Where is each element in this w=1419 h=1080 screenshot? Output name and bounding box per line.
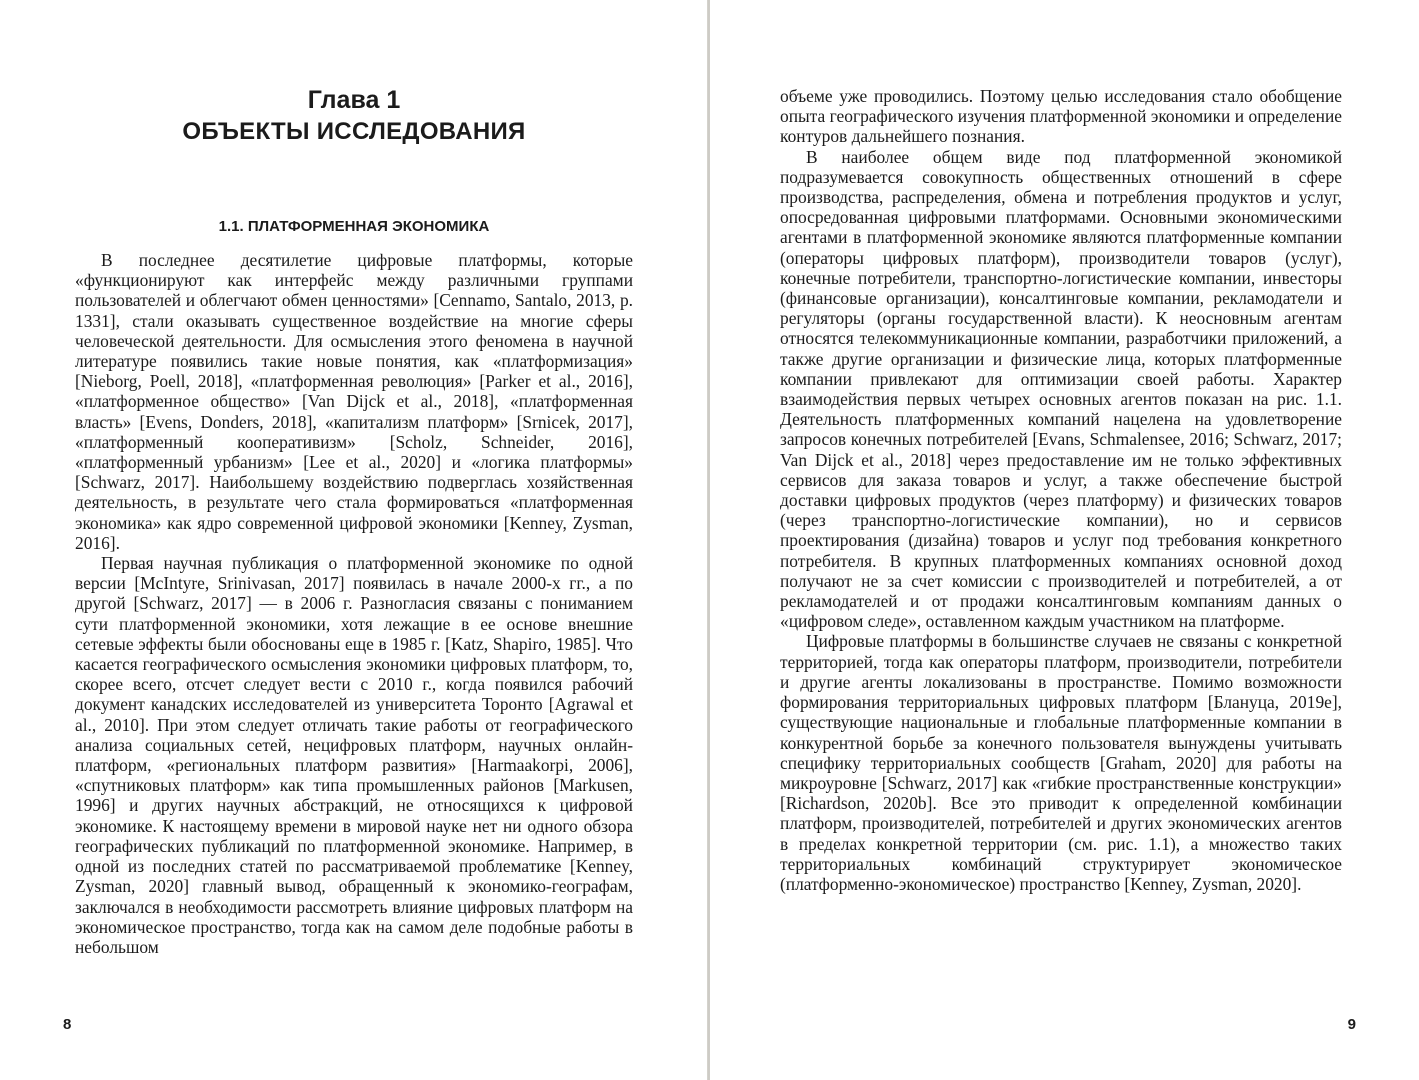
paragraph: Первая научная публикация о платформенной экономике по одной версии [McIntyre, Srinivasan, 2017] появилась в начале 2000-х гг., а по другой [Schwarz, 2017] — в 2006 г. Разногласия связаны с пониманием сути платформенной экономики, хотя лежащие в ее основе внешние сетевые эффекты были обоснованы еще в 1985 г. [Katz, Shapiro, 1985]. Что касается географического осмысления экономики цифровых платформ, то, скорее всего, отсчет следует вести с 2010 г., когда появился рабочий документ канадских исследователей из университета Торонто [Agrawal et al., 2010]. При этом следует отличать такие работы от географического анализа социальных сетей, нецифровых платформ, научных онлайн-платформ, «региональных платформ развития» [Harmaakorpi, 2006], «спутниковых платформ» как типа промышленных районов [Markusen, 1996] и других научных абстракций, не относящихся к цифровой экономике. К настоящему времени в мировой науке нет ни одного обзора географических публикаций по платформенной экономике. Например, в одной из последних статей по рассматриваемой проблематике [Kenney, Zysman, 2020] главный вывод, обращенный к экономико-географам, заключался в необходимости рассмотреть влияние цифровых платформ на экономическое пространство, тогда как на самом деле подобные работы в небольшом <box>75 553 633 957</box>
right-page-body <box>780 86 1342 894</box>
section-title: 1.1. ПЛАТФОРМЕННАЯ ЭКОНОМИКА <box>218 218 490 235</box>
left-page <box>0 0 708 1080</box>
chapter-heading <box>70 84 638 148</box>
paragraph: В наиболее общем виде под платформенной экономикой подразумевается совокупность общественных отношений в сфере производства, распределения, обмена и потребления продуктов и услуг, опосредованная цифровыми платформами. Основными экономическими агентами в платформенной экономике являются платформенные компании (операторы цифровых платформ), производители товаров (услуг), конечные потребители, транспортно-логистические компании, инвесторы (финансовые организации), консалтинговые компании, рекламодатели и регуляторы (органы государственной власти). К неосновным агентам относятся телекоммуникационные компании, разработчики приложений, а также другие организации и физические лица, которых платформенные компании привлекают для оптимизации своей работы. Характер взаимодействия первых четырех основных агентов показан на рис. 1.1. Деятельность платформенных компаний нацелена на удовлетворение запросов конечных потребителей [Evans, Schmalensee, 2016; Schwarz, 2017; Van Dijck et al., 2018] через предоставление им не только эффективных сервисов для заказа товаров и услуг, а также обеспечение быстрой доставки цифровых продуктов (через платформу) и физических товаров (через транспортно-логистические компании), но и сервисов проектирования (дизайна) товаров и услуг под требования конкретного потребителя. В крупных платформенных компаниях основной доход получают не за счет комиссии с производителей и потребителей, а от рекламодателей и от продажи консалтинговым компаниям данных о «цифровом следе», оставленном каждым участником на платформе. <box>780 146 1342 632</box>
page-number: 8 <box>63 1016 72 1033</box>
chapter-title: ОБЪЕКТЫ ИССЛЕДОВАНИЯ <box>182 118 526 145</box>
left-page-body <box>75 250 633 957</box>
page-number: 9 <box>1347 1016 1356 1033</box>
paragraph: Цифровые платформы в большинстве случаев не связаны с конкретной территорией, тогда как операторы платформ, производители, потребители и другие агенты локализованы в пространстве. Помимо возможности формирования территориальных цифровых платформ [Блануца, 2019е], существующие национальные и глобальные платформенные компании в конкурентной борьбе за конечного пользователя вынуждены учитывать специфику территориальных сообществ [Graham, 2020] для работы на микроуровне [Schwarz, 2017] как «гибкие пространственные конструкции» [Richardson, 2020b]. Все это приводит к определенной комбинации платформ, производителей, потребителей и других экономических агентов в пределах конкретной территории (см. рис. 1.1), а множество таких территориальных комбинаций структурирует экономическое (платформенно-экономическое) пространство [Kenney, Zysman, 2020]. <box>780 631 1342 894</box>
paragraph: объеме уже проводились. Поэтому целью исследования стало обобщение опыта географического изучения платформенной экономики и определение контуров дальнейшего познания. <box>780 86 1342 147</box>
right-page <box>710 0 1419 1080</box>
paragraph: В последнее десятилетие цифровые платформы, которые «функционируют как интерфейс между различными группами пользователей и облегчают обмен ценностями» [Cennamo, Santalo, 2013, p. 1331], стали оказывать существенное воздействие на многие сферы человеческой деятельности. Для осмысления этого феномена в научной литературе появились такие новые понятия, как «платформизация» [Nieborg, Poell, 2018], «платформенная революция» [Parker et al., 2016], «платформенное общество» [Van Dijck et al., 2018], «платформенная власть» [Evens, Donders, 2018], «капитализм платформ» [Srnicek, 2017], «платформенный кооперативизм» [Scholz, Schneider, 2016], «платформенный урбанизм» [Lee et al., 2020] и «логика платформы» [Schwarz, 2017]. Наибольшему воздействию подверглась хозяйственная деятельность, в результате чего стала формироваться «платформенная экономика» как ядро современной цифровой экономики [Kenney, Zysman, 2016]. <box>75 250 633 553</box>
chapter-number: Глава 1 <box>307 86 401 114</box>
